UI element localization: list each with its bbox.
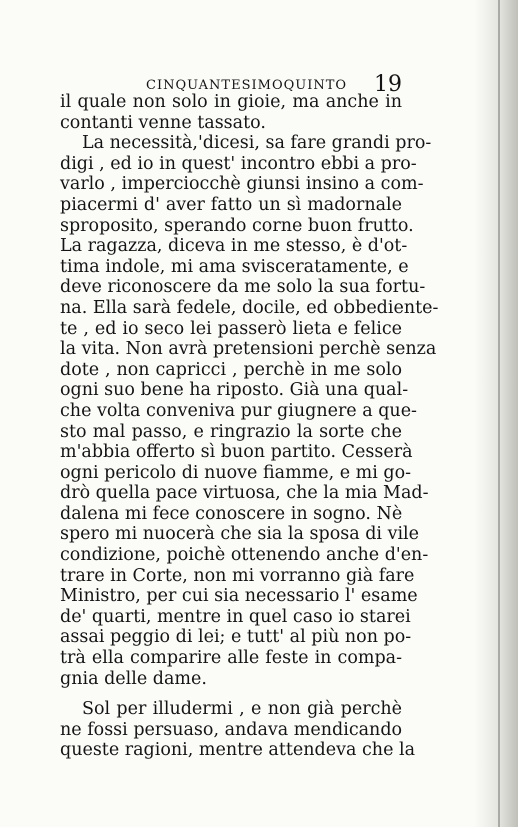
text-line: che volta conveniva pur giugnere a que- (60, 400, 417, 421)
text-line: ne fossi persuaso, andava mendicando (60, 719, 403, 740)
text-line: tima indole, mi ama svisceratamente, e (60, 256, 409, 277)
text-line: La ragazza, diceva in me stesso, è d'ot- (60, 236, 408, 257)
running-head-title: CINQUANTESIMOQUINTO (146, 78, 348, 93)
text-line: gnia delle dame. (60, 668, 207, 689)
text-line: Ministro, per cui sia necessario l' esame (60, 586, 418, 607)
text-line: de' quarti, mentre in quel caso io starei (60, 606, 411, 627)
paragraph-gap (60, 689, 402, 699)
text-line: spero mi nuocerà che sia la sposa di vile (60, 524, 420, 545)
text-line: sto mal passo, e ringrazio la sorte che (60, 421, 402, 442)
text-line: na. Ella sarà fedele, docile, ed obbediente- (60, 297, 439, 318)
text-line: ogni suo bene ha riposto. Già una qual- (60, 380, 409, 401)
text-line: sproposito, sperando corne buon frutto. (60, 215, 414, 236)
text-line: La necessità,'dicesi, sa fare grandi pro- (82, 133, 432, 154)
text-line: condizione, poichè ottenendo anche d'en- (60, 545, 429, 566)
text-line: trà ella comparire alle feste in compa- (60, 648, 402, 669)
page-edge-line (498, 0, 500, 827)
text-line: il quale non solo in gioie, ma anche in (60, 92, 402, 112)
text-line: trare in Corte, non mi vorranno già fare (60, 565, 415, 586)
text-line: assai peggio di lei; e tutt' al più non po- (60, 627, 412, 648)
text-line: digi , ed io in quest' incontro ebbi a pro- (60, 153, 417, 174)
text-line: drò quella pace virtuosa, che la mia Mad- (60, 483, 429, 504)
text-line: la vita. Non avrà pretensioni perchè senza (60, 339, 437, 360)
text-line: m'abbia offerto sì buon partito. Cesserà (60, 442, 413, 463)
text-line: varlo , imperciocchè giunsi insino a com- (60, 174, 424, 195)
text-line: queste ragioni, mentre attendeva che la (60, 740, 416, 761)
text-line: dalena mi fece conoscere in sogno. Nè (60, 503, 403, 524)
page-number: 19 (374, 72, 402, 97)
page-edge-shadow (474, 0, 518, 827)
text-line: ogni pericolo di nuove fiamme, e mi go- (60, 462, 412, 483)
body-text (60, 92, 439, 761)
text-line: dote , non capricci , perchè in me solo (60, 359, 402, 380)
text-line: te , ed io seco lei passerò lieta e felice (60, 318, 402, 339)
text-line: contanti venne tassato. (60, 112, 266, 133)
text-line: Sol per illudermi , e non già perchè (82, 699, 402, 720)
text-line: deve riconoscere da me solo la sua fortu- (60, 277, 426, 298)
text-line: piacermi d' aver fatto un sì madornale (60, 194, 402, 215)
